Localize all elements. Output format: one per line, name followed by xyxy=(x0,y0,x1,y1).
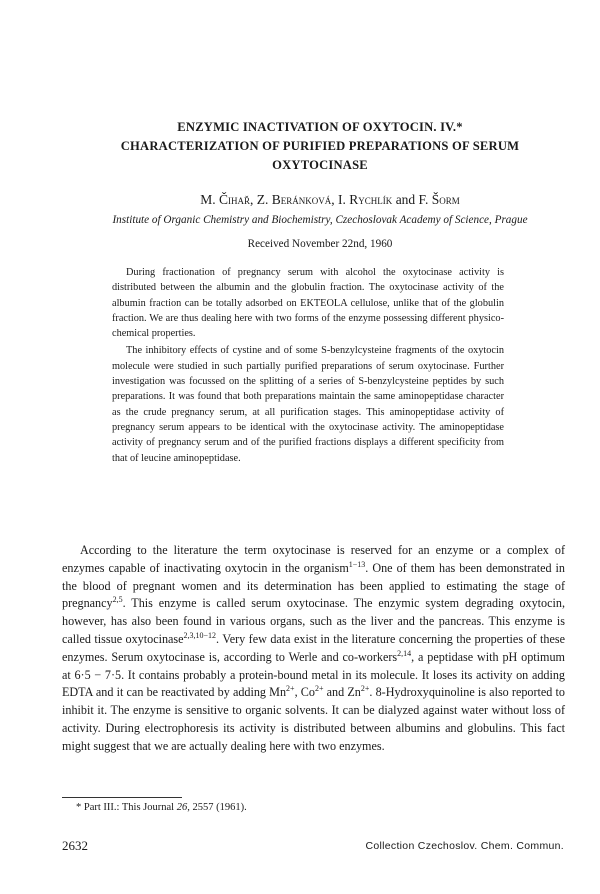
body-segment: , a peptidase with pH optimum at 6·5 − 7·5. It contains probably a protein-bound metal in its molecule. It loses its activity on adding EDTA and it can be reactivated by adding Mn xyxy=(62,649,565,700)
page-number: 2632 xyxy=(62,838,88,853)
title-line-2: CHARACTERIZATION OF PURIFIED PREPARATIONS OF SERUM xyxy=(120,139,520,153)
reference-superscript: 2,3,10−12 xyxy=(183,630,217,640)
footnote-text: Part III.: This Journal xyxy=(83,802,177,813)
footnote-volume: 26 xyxy=(176,802,188,813)
author-1-surname: Čihař xyxy=(219,192,251,207)
abstract-paragraph-1: During fractionation of pregnancy serum with alcohol the oxytocinase activity is distributed between the albumin and the globulin fraction. The oxytocinase activity of the albumin fraction can be totally adsorbed on EKTEOLA cellulose, unlike that of the globulin fraction. We are thus dealing here with two forms of the enzyme possessing different physico-chemical properties. xyxy=(112,267,504,340)
author-2-surname: Beránková xyxy=(271,192,332,207)
reference-superscript: 2,14 xyxy=(397,648,412,658)
body-segment: . One of them has been demonstrated in the blood of pregnant women and its determination has been applied to estimating the stage of pregnancy xyxy=(62,560,565,611)
author-sep-1: , Z. xyxy=(250,192,272,207)
body-text xyxy=(62,542,565,756)
author-sep-2: , I. xyxy=(331,192,350,207)
title-line-3: OXYTOCINASE xyxy=(272,158,368,172)
body-paragraph xyxy=(62,542,565,756)
charge-superscript: 2+ xyxy=(360,684,370,694)
reference-superscript: 2,5 xyxy=(112,595,123,605)
body-segment: . This enzyme is called serum oxytocinase. The enzymic system degrading oxytocin, however, has also been found in various organs, such as the liver and the pancreas. This enzyme is called tissue oxytocinase xyxy=(62,596,565,646)
title-line-1: ENZYMIC INACTIVATION OF OXYTOCIN. IV.* xyxy=(177,120,463,134)
footnote-citation: , 2557 (1961). xyxy=(187,802,247,813)
abstract-paragraph-2: The inhibitory effects of cystine and of some S-benzylcysteine fragments of the oxytocin molecule were studied in such partially purified preparations of serum oxytocinase. Further investigation was focussed on the splitting of a series of S-benzylcysteine peptides by such preparations. It was found that both preparations maintain the same aminopeptidase character as the crude pregnancy serum, at all purification stages. This aminopeptidase activity of pregnancy serum appears to be identical with the oxytocinase activity. The aminopeptidase activity of pregnancy serum and of the purified fractions displays a different specificity from that of leucine aminopeptidase. xyxy=(112,345,504,464)
body-segment: , Co xyxy=(294,685,315,700)
article-title xyxy=(40,118,600,175)
footnote-mark: * xyxy=(76,802,84,813)
footnote xyxy=(76,802,247,813)
body-segment: and Zn xyxy=(323,685,361,700)
journal-name: Collection Czechoslov. Chem. Commun. xyxy=(365,840,564,852)
author-list xyxy=(60,192,600,208)
abstract xyxy=(112,265,504,466)
author-4-surname: Šorm xyxy=(431,192,460,207)
institute-affiliation: Institute of Organic Chemistry and Biochemistry, Czechoslovak Academy of Science, Prague xyxy=(112,214,528,226)
author-3-surname: Rychlík xyxy=(349,192,393,207)
author-sep-3: and F. xyxy=(392,192,432,207)
body-segment: According to the literature the term oxytocinase is reserved for an enzyme or a complex of enzymes capable of inactivating oxytocin in the organism xyxy=(62,543,565,575)
reference-superscript: 1−13 xyxy=(348,559,366,569)
body-segment: . 8-Hydroxyquinoline is also reported to inhibit it. The enzyme is sensitive to organic solvents. It can be dialyzed against water without loss of activity. During electrophoresis its activity is distributed between albumins and globulins. This fact might suggest that we are actually dealing here with two enzymes. xyxy=(62,685,565,753)
footnote-divider xyxy=(62,797,182,798)
charge-superscript: 2+ xyxy=(314,684,324,694)
body-segment: . Very few data exist in the literature concerning the properties of these enzymes. Serum oxytocinase is, according to Werle and co-workers xyxy=(62,631,565,664)
received-date: Received November 22nd, 1960 xyxy=(247,238,393,250)
author-1-initial: M. xyxy=(200,192,220,207)
charge-superscript: 2+ xyxy=(286,684,295,694)
